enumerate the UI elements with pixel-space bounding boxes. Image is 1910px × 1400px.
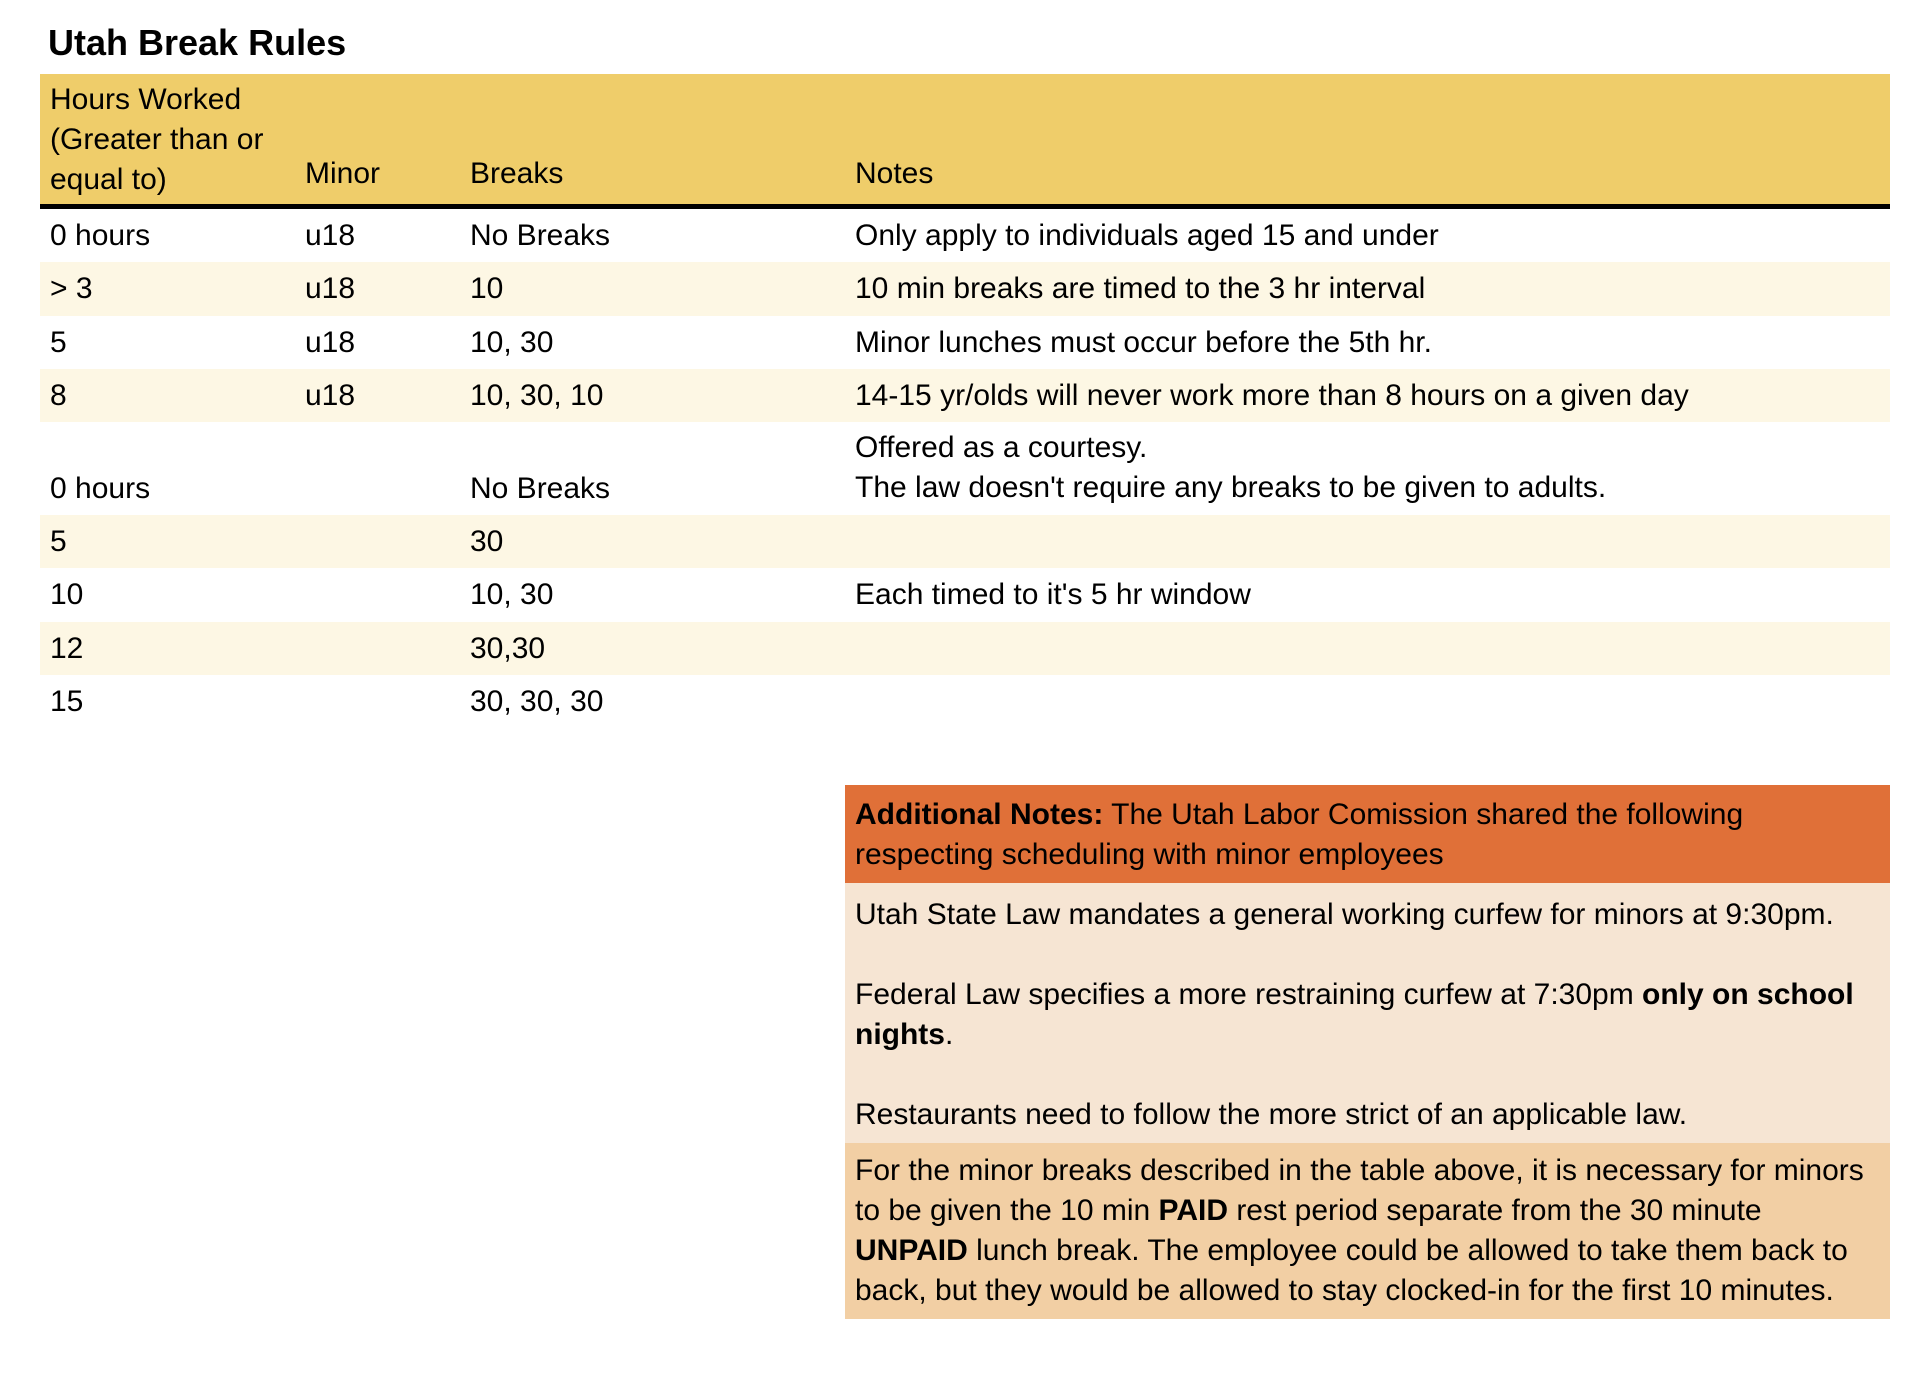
header-hours-line-3: equal to) — [50, 163, 167, 196]
header-hours-worked — [40, 80, 295, 200]
cell-breaks: 10 — [470, 272, 504, 306]
cell-hours: > 3 — [50, 272, 93, 306]
table-row — [40, 209, 1890, 262]
cell-breaks: 10, 30 — [470, 325, 554, 359]
paid-note-text-3: lunch break. The employee could be allowed to take them back to back, but they would be allowed to stay clocked-in for the first 10 minutes. — [855, 1234, 1848, 1307]
cell-notes-line-2: The law doesn't require any breaks to be given to adults. — [855, 471, 1607, 505]
cell-hours: 5 — [50, 325, 67, 359]
cell-minor: u18 — [305, 325, 356, 359]
break-rules-table — [40, 74, 1890, 728]
cell-breaks: No Breaks — [470, 219, 611, 252]
cell-breaks: 10, 30, 10 — [470, 378, 604, 412]
table-header-row — [40, 74, 1890, 209]
paid-note-text-2: rest period separate from the 30 minute — [1227, 1194, 1762, 1227]
school-nights-emphasis: only on school nights — [855, 978, 1854, 1051]
state-law-note: Utah State Law mandates a general working curfew for minors at 9:30pm. — [855, 898, 1834, 931]
federal-law-period: . — [945, 1018, 954, 1051]
cell-notes — [845, 428, 1890, 508]
table-row — [40, 369, 1890, 422]
federal-law-text: Federal Law specifies a more restraining curfew at 7:30pm — [855, 978, 1643, 1011]
paid-note-text-1: For the minor breaks described in the table above, it is necessary for minors to be given the 10 min — [855, 1154, 1864, 1227]
header-notes: Notes — [855, 157, 934, 190]
header-minor: Minor — [305, 157, 381, 190]
cell-minor: u18 — [305, 378, 356, 412]
cell-hours: 8 — [50, 378, 67, 412]
additional-notes-label: Additional Notes: — [855, 798, 1104, 831]
curfew-notes — [845, 883, 1890, 1143]
cell-breaks: 10, 30 — [470, 578, 554, 612]
cell-minor: u18 — [305, 219, 356, 252]
additional-notes-intro: The Utah Labor Comission shared the following respecting scheduling with minor employees — [855, 798, 1744, 871]
federal-law-note — [855, 975, 1880, 1055]
cell-hours: 10 — [50, 578, 84, 612]
cell-notes: 14-15 yr/olds will never work more than 8 hours on a given day — [855, 378, 1689, 412]
additional-notes-box — [845, 785, 1890, 1319]
cell-hours: 5 — [50, 525, 67, 559]
cell-hours: 15 — [50, 685, 84, 719]
cell-breaks: 30 — [470, 525, 504, 559]
cell-hours: 12 — [50, 631, 84, 665]
cell-notes-line-1: Offered as a courtesy. — [855, 431, 1148, 465]
unpaid-emphasis: UNPAID — [855, 1234, 968, 1267]
table-row — [40, 515, 1890, 568]
table-row — [40, 568, 1890, 621]
cell-notes: 10 min breaks are timed to the 3 hr interval — [855, 272, 1426, 306]
cell-minor: u18 — [305, 272, 356, 306]
table-row — [40, 262, 1890, 315]
header-hours-line-2: (Greater than or — [50, 123, 264, 156]
cell-hours: 0 hours — [50, 472, 151, 506]
restaurant-note: Restaurants need to follow the more strict of an applicable law. — [855, 1098, 1688, 1131]
additional-notes-heading — [845, 785, 1890, 883]
table-row — [40, 675, 1890, 728]
cell-notes: Each timed to it's 5 hr window — [855, 578, 1251, 612]
cell-breaks: 30,30 — [470, 631, 546, 665]
cell-breaks: 30, 30, 30 — [470, 685, 604, 719]
paid-emphasis: PAID — [1158, 1194, 1228, 1227]
cell-breaks: No Breaks — [470, 472, 611, 506]
header-breaks: Breaks — [470, 157, 564, 190]
cell-hours: 0 hours — [50, 219, 151, 252]
page-title: Utah Break Rules — [48, 22, 347, 63]
table-row — [40, 622, 1890, 675]
paid-unpaid-note — [845, 1143, 1890, 1319]
header-hours-line-1: Hours Worked — [50, 83, 242, 116]
table-row — [40, 316, 1890, 369]
cell-notes: Only apply to individuals aged 15 and under — [855, 219, 1439, 252]
cell-notes: Minor lunches must occur before the 5th hr. — [855, 325, 1432, 359]
table-row — [40, 422, 1890, 515]
